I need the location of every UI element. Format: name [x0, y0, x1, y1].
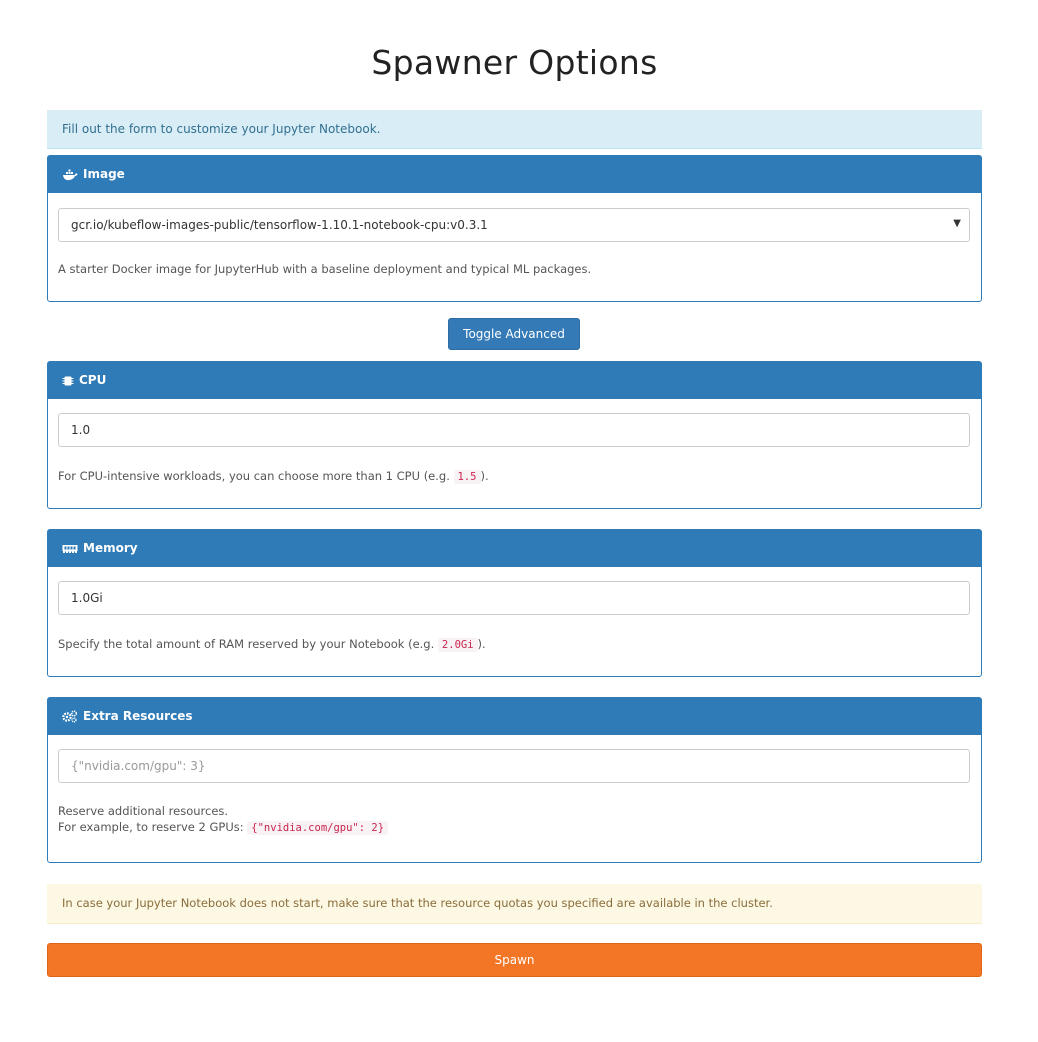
spawn-button[interactable]: Spawn	[47, 943, 982, 977]
memory-input[interactable]	[58, 581, 970, 615]
image-panel	[47, 155, 982, 302]
page-title: Spawner Options	[371, 43, 658, 82]
memory-example-code: 2.0Gi	[438, 638, 478, 652]
docker-icon	[62, 169, 78, 181]
cpu-panel-heading	[48, 362, 981, 399]
image-select-value[interactable]: gcr.io/kubeflow-images-public/tensorflow-1.10.1-notebook-cpu:v0.3.1	[58, 208, 970, 242]
extra-resources-panel-heading	[48, 698, 981, 735]
extra-help-line1: Reserve additional resources.	[58, 804, 229, 818]
cpu-help-after: ).	[480, 469, 489, 483]
extra-example-code: {"nvidia.com/gpu": 2}	[247, 821, 388, 835]
chip-icon	[62, 375, 74, 387]
memory-help-text	[58, 636, 971, 653]
image-panel-heading	[48, 156, 981, 193]
extra-help-line2: For example, to reserve 2 GPUs:	[58, 820, 244, 834]
warning-alert: In case your Jupyter Notebook does not start, make sure that the resource quotas you specified are available in the cluster.	[47, 884, 982, 924]
extra-resources-panel	[47, 697, 982, 863]
memory-panel-heading	[48, 530, 981, 567]
chevron-down-icon[interactable]: ▼	[953, 218, 961, 229]
cpu-panel	[47, 361, 982, 509]
memory-panel	[47, 529, 982, 677]
cogs-icon	[62, 710, 78, 723]
image-help-text: A starter Docker image for JupyterHub with a baseline deployment and typical ML packages.	[58, 262, 592, 276]
image-panel-title: Image	[83, 167, 125, 181]
cpu-panel-title: CPU	[79, 373, 107, 387]
toggle-advanced-button[interactable]: Toggle Advanced	[448, 318, 580, 350]
extra-resources-panel-title: Extra Resources	[83, 709, 193, 723]
cpu-example-code: 1.5	[454, 470, 481, 484]
memory-help-before: Specify the total amount of RAM reserved by your Notebook (e.g.	[58, 637, 435, 651]
memory-panel-title: Memory	[83, 541, 138, 555]
extra-resources-help-text	[58, 803, 971, 836]
memory-icon	[62, 544, 78, 554]
cpu-input[interactable]	[58, 413, 970, 447]
cpu-help-before: For CPU-intensive workloads, you can choose more than 1 CPU (e.g.	[58, 469, 450, 483]
info-alert: Fill out the form to customize your Jupyter Notebook.	[47, 110, 982, 149]
extra-resources-input[interactable]	[58, 749, 970, 783]
memory-help-after: ).	[477, 637, 486, 651]
image-select[interactable]	[58, 208, 971, 242]
extra-help-line2-row	[58, 819, 971, 836]
cpu-help-text	[58, 468, 971, 485]
